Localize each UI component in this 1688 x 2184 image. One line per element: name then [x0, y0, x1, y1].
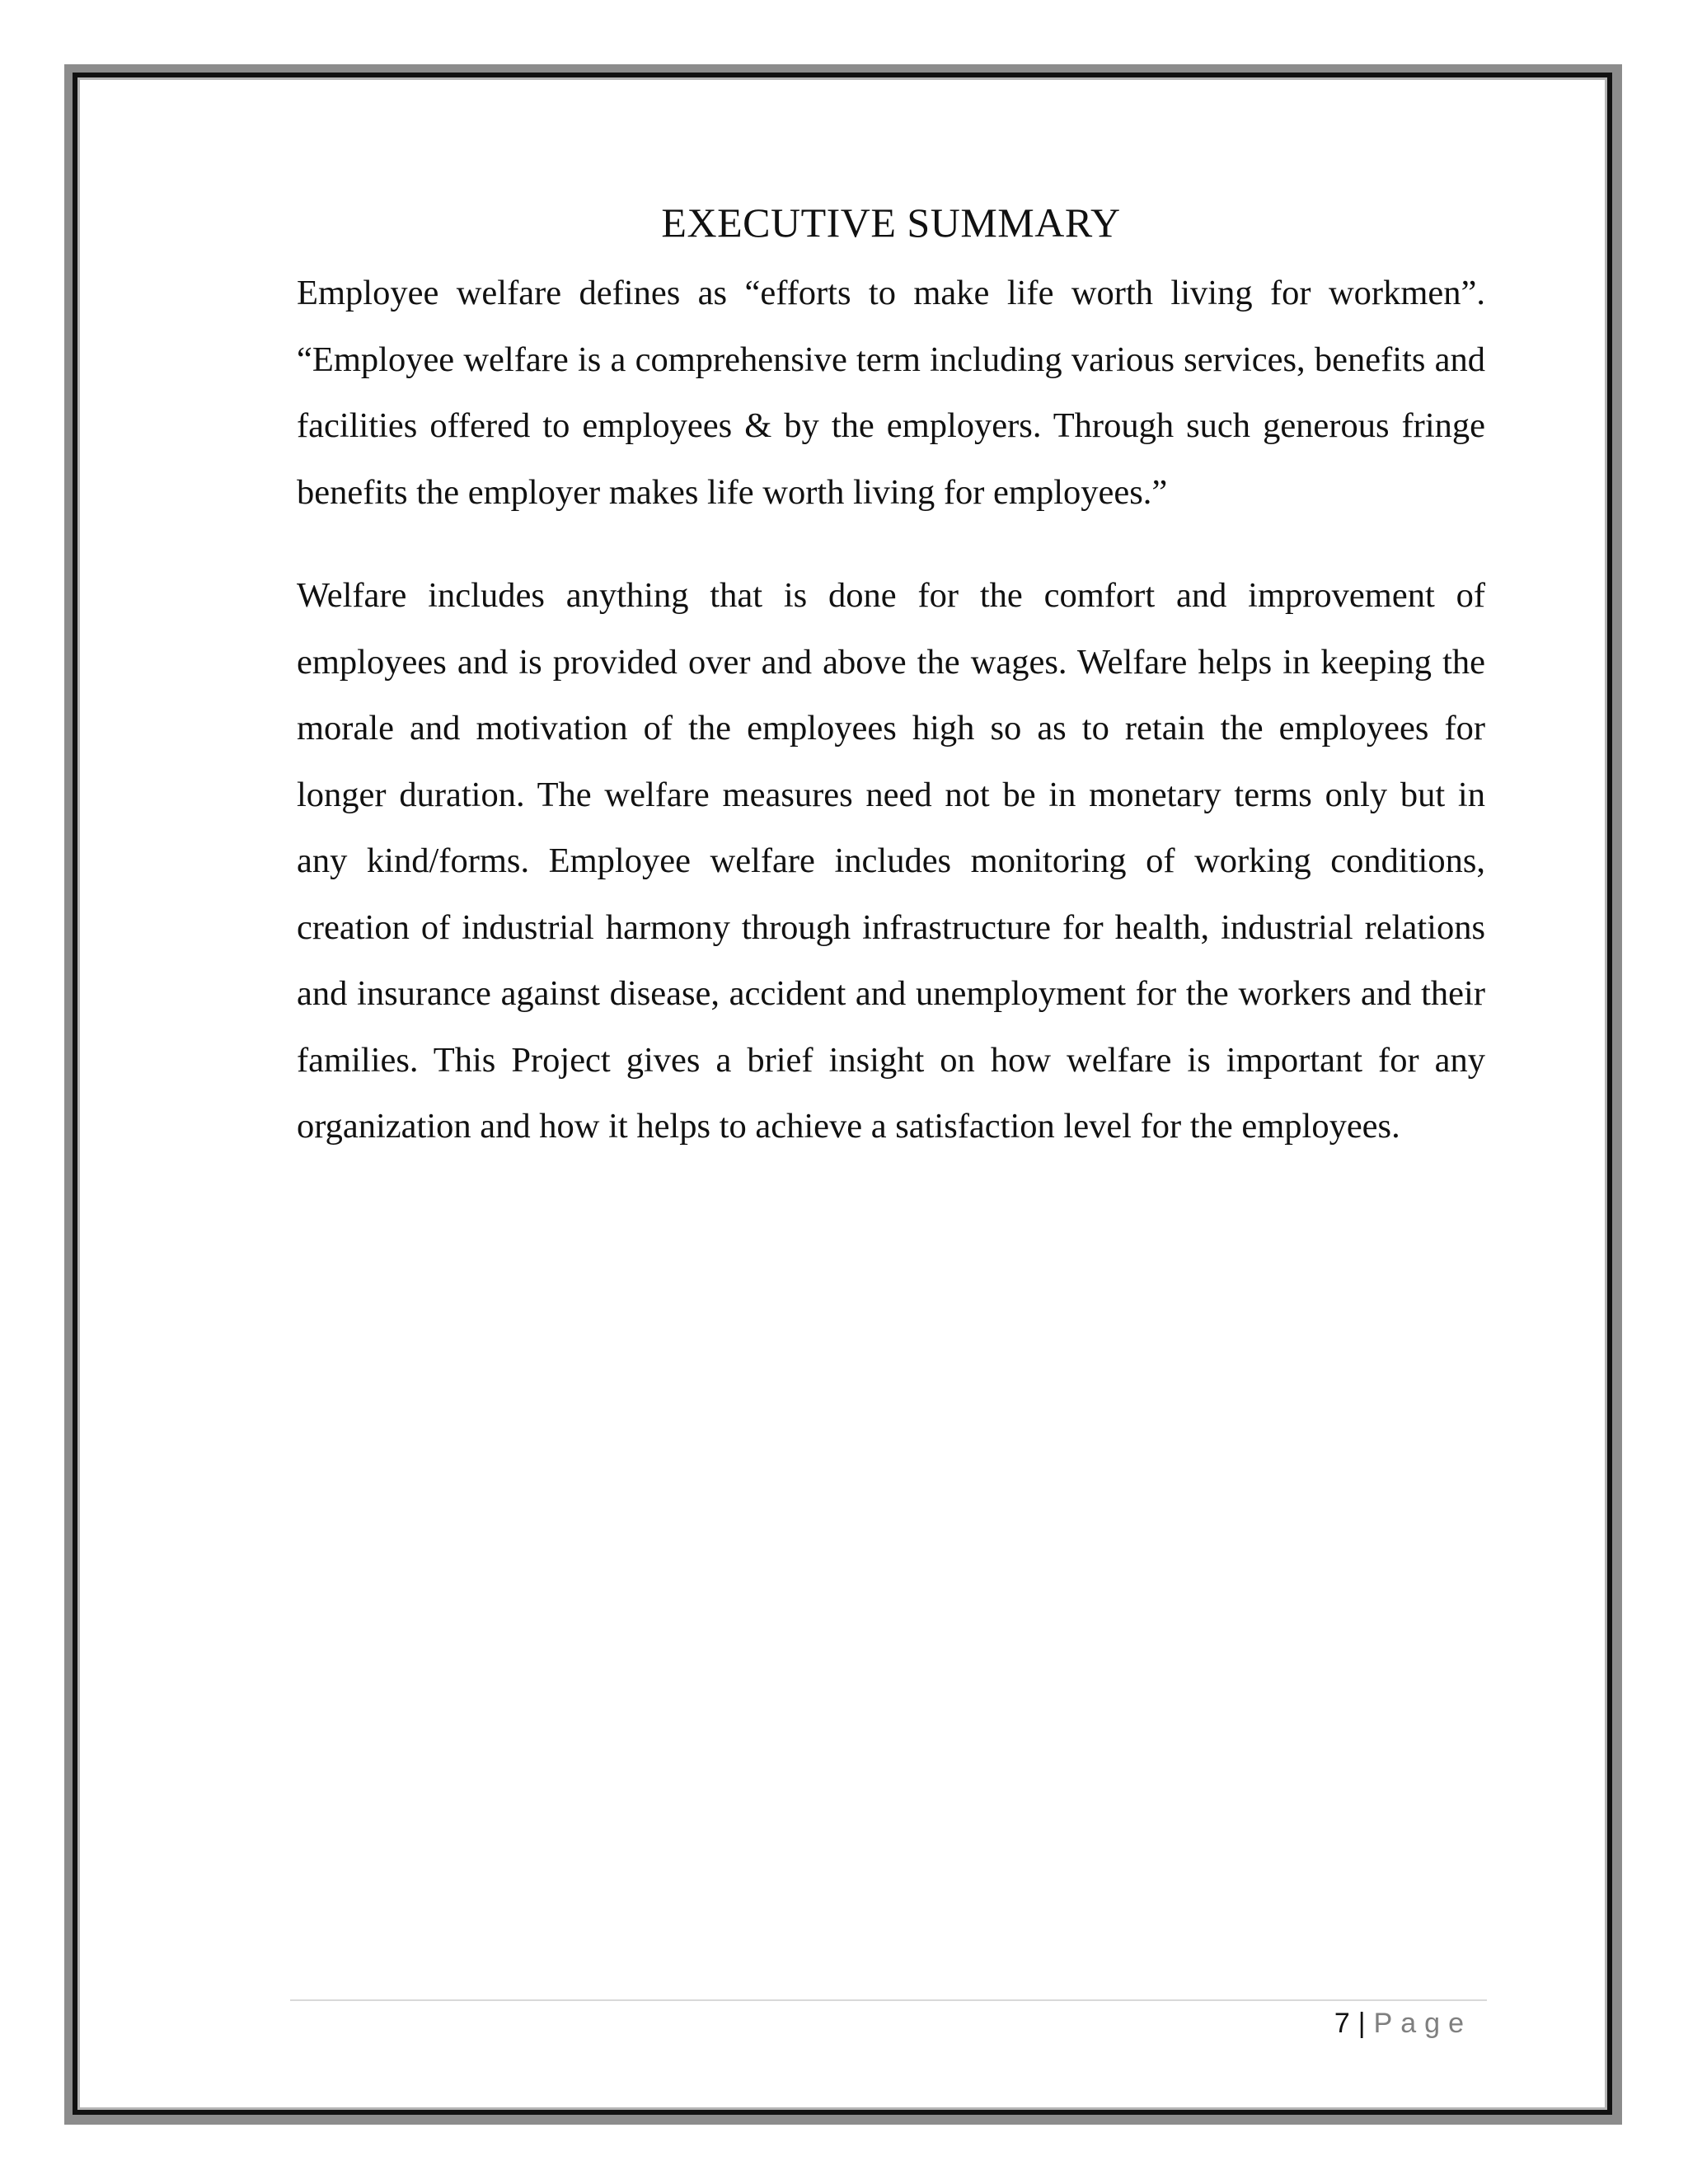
page-label: Page — [1373, 2008, 1472, 2039]
paragraph-2: Welfare includes anything that is done for the comfort and improvement of employees and is provided over and above the wages. Welfare helps in keeping the morale and motivation of the employees high so as to retain the employees for longer duration. The welfare measures need not be in monetary terms only but in any kind/forms. Employee welfare includes monitoring of working conditions, creation of industrial harmony through infrastructure for health, industrial relations and insurance against disease, accident and unemployment for the workers and their families. This Project gives a brief insight on how welfare is important for any organization and how it helps to achieve a satisfaction level for the employees. — [297, 576, 1485, 1146]
footer-separator: | — [1357, 2008, 1366, 2039]
paragraph-1: Employee welfare defines as “efforts to make life worth living for workmen”. “Employee welfare is a comprehensive term including various services, benefits and facilities offered to employees & by the employers. Through such generous fringe benefits the employer makes life worth living for employees.” — [297, 274, 1485, 512]
page-footer — [1334, 2003, 1472, 2044]
page-title: EXECUTIVE SUMMARY — [661, 199, 1121, 246]
document-body — [297, 190, 1485, 1197]
page-number: 7 — [1334, 2008, 1350, 2039]
footer-divider — [290, 1999, 1487, 2001]
